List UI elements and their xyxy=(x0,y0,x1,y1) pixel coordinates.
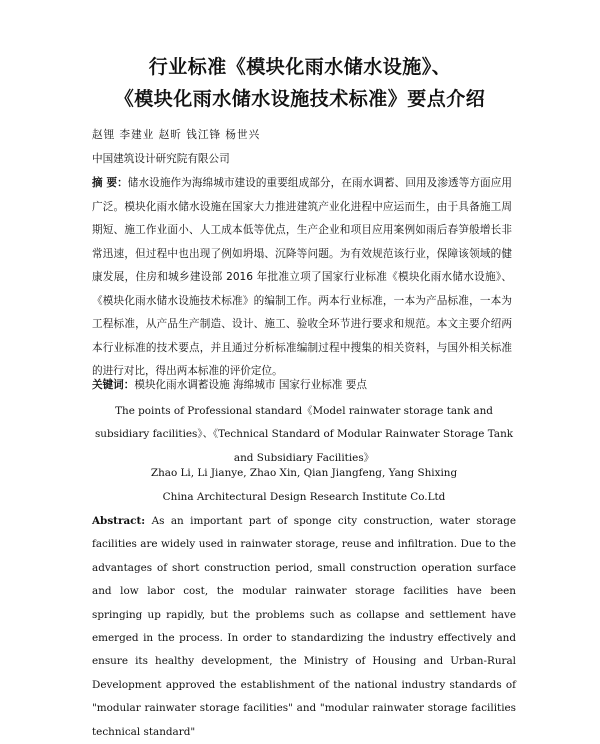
keywords xyxy=(92,374,512,398)
abstract xyxy=(92,172,512,384)
keywords-text: 模块化雨水调蓄设施 海绵城市 国家行业标准 要点 xyxy=(134,379,367,391)
english-title: The points of Professional standard《Model rainwater storage tank and subsidiary facilities》、《Technical Standard of Modular Rainwater Storage Tank and Subsidiary Facilities》 xyxy=(94,405,514,464)
english-authors: Zhao Li, Li Jianye, Zhao Xin, Qian Jiangfeng, Yang Shixing xyxy=(150,467,458,479)
abstract-text: 储水设施作为海绵城市建设的重要组成部分，在雨水调蓄、回用及渗透等方面应用广泛。模块化雨水储水设施在国家大力推进建筑产业化进程中应运而生，由于具备施工周期短、施工作业面小、人工成本低等优点，生产企业和项目应用案例如雨后春笋般增长非常迅速，但过程中也出现了例如坍塌、沉降等问题。为有效规范该行业，保障该领域的健康发展，住房和城乡建设部 2016 年批准立项了国家行业标准《模块化雨水储水设施》、《模块化雨水储水设施技术标准》的编制工作。两本行业标准，一本为产品标准，一本为工程标准，从产品生产制造、设计、施工、验收全环节进行要求和规范。本文主要介绍两本行业标准的技术要点，并且通过分析标准编制过程中搜集的相关资料，与国外相关标准的进行对比，得出两本标准的评价定位。 xyxy=(92,177,512,377)
abstract-label: 摘 要： xyxy=(92,177,128,189)
authors: 赵锂 李建业 赵昕 钱江锋 杨世兴 xyxy=(92,129,261,141)
english-abstract xyxy=(92,510,516,744)
title-line-2: 《模块化雨水储水设施技术标准》要点介绍 xyxy=(114,88,486,110)
english-abstract-text: As an important part of sponge city construction, water storage facilities are widely used in rainwater storage, reuse and infiltration. Due to the advantages of short construction period, small construction operation surface and low labor cost, the modular rainwater storage facilities have been springing up rapidly, but the problems such as collapse and settlement have emerged in the process. In order to standardizing the industry effectively and ensure its healthy development, the Ministry of Housing and Urban-Rural Development approved the establishment of the national industry standards of "modular rainwater storage facilities" and "modular rainwater storage facilities technical standard" xyxy=(92,515,516,738)
title-line-1: 行业标准《模块化雨水储水设施》、 xyxy=(148,56,452,78)
keywords-label: 关键词： xyxy=(92,379,135,391)
english-institution: China Architectural Design Research Institute Co.Ltd xyxy=(162,491,446,503)
english-abstract-label: Abstract: xyxy=(92,515,146,527)
institution: 中国建筑设计研究院有限公司 xyxy=(92,153,230,165)
